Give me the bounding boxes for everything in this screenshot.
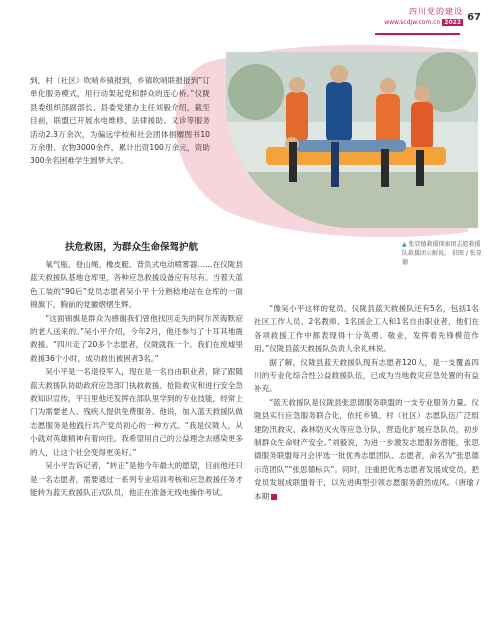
- paragraph: 吴小平是一名退役军人，现在是一名自由职业者，除了跟随蓝天救援队协助政府应急部门执救救援、抢险救灾和进行安全急救知识宣传，平日里他还发挥在部队里学到的专业技能，经常上门为需要老人、残疾人提供免费服务。他说，加入蓝天救援队做志愿服务是他践行共产党员初心的一种方式。“我是仪陇人，从小就对英雄精神有着向往。我希望用自己的公益理念去感染更多的人，让这个社会变得更美好。”: [30, 367, 243, 457]
- header-rule: [375, 33, 460, 35]
- end-mark-icon: [271, 494, 277, 500]
- paragraph-text: “蓝天救援队是仪陇县张思德服务联盟的一支专业服务力量。仪陇县实行应急服务联合化，依托乡镇、村（社区）志愿队伍广泛组建防汛救灾、森林防灭火等应急分队，营造化扩展应急队员，初步制群众生命财产安全。”刘毅说，为进一步激发志愿服务潜能，张思德服务联盟每月会评选一批优秀志愿团队、志愿者，命名为“张思德示范团队”“张思德标兵”。同时，注重把优秀志愿者发展成党员，把党员发展成联盟骨干，以先进典型引领志愿服务蔚然成风。（唐瑜 / 本期: [254, 397, 479, 501]
- year-tag: 2022: [444, 19, 461, 26]
- intro-paragraph: [30, 74, 210, 168]
- paragraph: 吴小平告诉记者，“转正”是他今年最大的愿望，目前他还只是一名志愿者，需要通过一系列专业培训考核和应急救援任务才能转为蓝天救援队正式队员，他正在准备无线电操作考试。: [30, 461, 243, 497]
- magazine-url: [384, 19, 463, 26]
- section-heading: 扶危救困，为群众生命保驾护航: [65, 242, 199, 253]
- intro-text: 到，村（社区）吹哨乡镇报到，乡镇吹哨联报报到”订单化服务模式，用行动架起党和群众的连心桥。”仪陇县委组织部副部长、县委党建办主任刘毅介绍，截至目前，联盟已开展水电维修、法律援助、义诊等服务活动2.3万余次，为偏远学校和社会团体捐赠图书10万余册、衣物3000余件，累计出资100万余元，资助300余名困难学生圆梦大学。: [30, 76, 210, 166]
- paragraph: “像吴小平这样的党员，仪陇县蓝天救援队还有5名，包括1名社区工作人员、2名教师、1名国企工人和1名自由职业者，他们在各项救援工作中都表现得十分英勇、敬业，发挥着先锋模范作用。”仪陇县蓝天救援队负责人余礼林说。: [254, 304, 479, 354]
- paragraph: 氧气瓶、登山绳、橡皮艇、背负式电动喷雾器……在仪陇县蓝天救援队基地仓库里，各种应急救援设备应有尽有。当着天蓝色工装的“90后”党员志愿者吴小平十分熟稔地站在仓库的一面锦旗下，胸前的党徽熠熠生辉。: [30, 260, 243, 310]
- caption-triangle-icon: ▲: [402, 241, 409, 248]
- page-number: 67: [467, 12, 481, 23]
- paragraph: “这面锦旗是群众为感谢我们曾他找回走失的阿尔茨海默症的老人送来的。”吴小平介绍，今年2月，他还参与了十耳其地震救援。“四川走了20多个志愿者，仪陇就我一个。我们在废墟里救援36个小时，成功救出被困者3名。”: [30, 313, 243, 363]
- photo-caption: [402, 240, 482, 267]
- left-column: [30, 258, 243, 499]
- magazine-title: 四川党的建设: [409, 7, 463, 16]
- paragraph: 据了解，仪陇县蓝天救援队现有志愿者120人，是一支覆盖四川的专业化综合性公益救援队伍，已成为当地救灾应急处置的有益补充。: [254, 357, 479, 394]
- caption-text: 张显德救援探索团志愿救援队救援团示解说。 供图 / 张显德: [402, 241, 482, 266]
- right-column: [254, 302, 479, 503]
- paragraph: [254, 396, 479, 503]
- url-text: www.scdjw.com.cn: [384, 19, 441, 26]
